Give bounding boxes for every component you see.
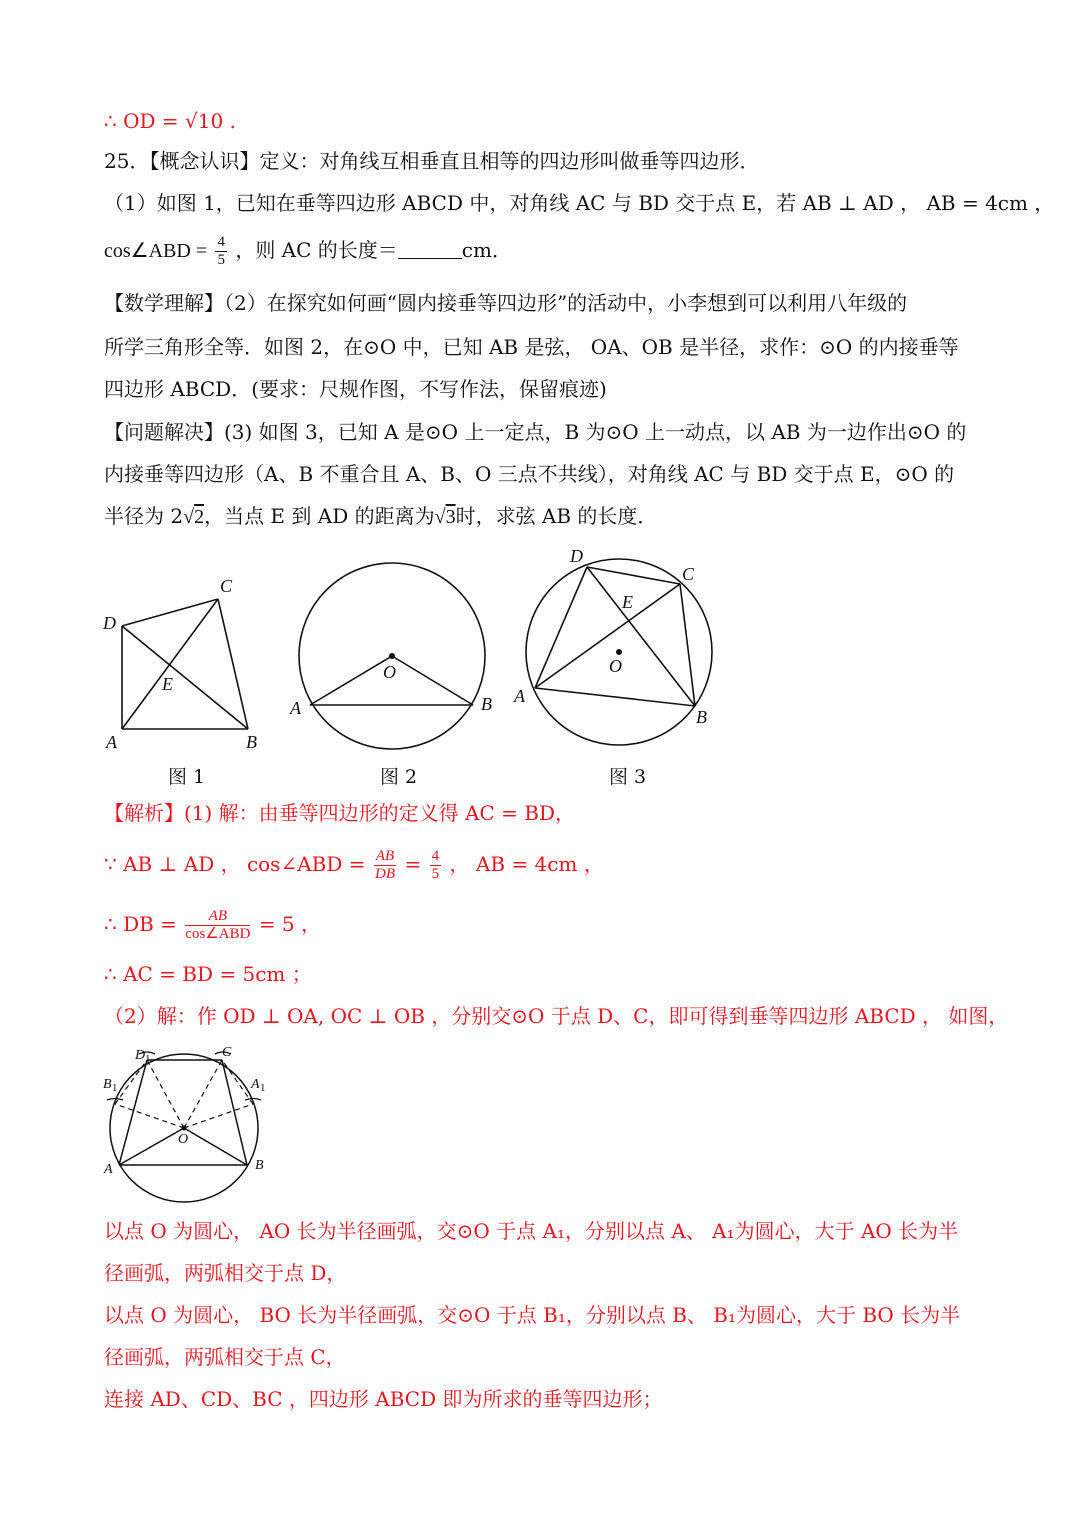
fig2-label-B: B [481,694,492,714]
question-3-cont: 内接垂等四边形（A、B 不重合且 A、B、O 三点不共线），对角线 AC 与 BD 交于点 E，⊙O 的 [104,462,955,486]
fig1-CD [122,599,218,626]
problem-definition: 25．【概念认识】定义：对角线互相垂直且相等的四边形叫做垂等四边形． [104,149,760,173]
fig4-OA [119,1128,184,1165]
fig1-label-B: B [246,732,257,752]
question-3-cont2: 半径为 2√2，当点 E 到 AD 的距离为√3时，求弦 AB 的长度． [104,504,658,528]
fig4-label-C: C [222,1045,232,1060]
fig3-label-D: D [570,546,583,566]
fraction: $\frac{4}{5}$ [431,848,440,882]
fig3-center [616,649,622,655]
fig1-label-C: C [220,576,233,596]
fig1-AC [122,599,218,729]
question-1: （1）如图 1，已知在垂等四边形 ABCD 中，对角线 AC 与 BD 交于点 E，若 AB ⊥ AD ， AB = 4cm ， [104,191,1055,215]
fig4-CB [222,1060,247,1165]
solution-9: 径画弧，两弧相交于点 C， [104,1345,346,1369]
fig3-label-A: A [514,686,525,706]
fraction: $\frac{AB}{DB}$ [375,848,396,882]
solution-4: ∴ AC = BD = 5cm ； [104,962,312,986]
figure-1 [122,599,248,729]
fig3-label-E: E [622,592,633,612]
fig4-label-B: B [255,1158,264,1173]
fig4-label-D-sub: 1 [145,1053,151,1065]
question-1-cont: cos∠ABD = $\frac{4}{5}$ ，则 AC 的长度＝ cm． [104,234,512,268]
fig4-label-A1-sub: 1 [260,1082,266,1094]
solution-3: ∴ DB = $\frac{AB}{\text{cos∠ABD}}$ = 5 ， [104,908,321,942]
fig2-OA [310,656,392,705]
fig3-BD [587,567,695,706]
solution-10: 连接 AD、CD、BC ，四边形 ABCD 即为所求的垂等四边形； [104,1387,663,1411]
prev-answer-line: ∴ OD = √10 . [104,109,236,133]
question-2: 【数学理解】（2）在探究如何画“圆内接垂等四边形”的活动中，小李想到可以利用八年级的 [104,291,908,315]
fig2-label-O: O [383,662,396,682]
fig1-label-A: A [106,732,117,752]
caption-fig1: 图 1 [168,766,206,788]
fig1-label-E: E [162,674,173,694]
fig1-BC [218,599,248,729]
fig3-label-B: B [696,707,707,727]
fig4-label-A1: A [251,1077,260,1092]
fig4-label-D: D [135,1048,146,1063]
fig2-OB [392,656,473,705]
caption-fig3: 图 3 [609,766,647,788]
question-3: 【问题解决】(3) 如图 3，已知 A 是⊙O 上一定点，B 为⊙O 上一动点，以 AB 为一边作出⊙O 的 [104,420,967,444]
answer-blank [398,240,462,259]
fig3-label-O: O [609,656,622,676]
fraction: $\frac{AB}{\text{cos∠ABD}}$ [185,908,251,942]
solution-2: ∵ AB ⊥ AD ， cos∠ABD = $\frac{AB}{DB}$ = $\frac{4}{5}$ ， AB = 4cm ， [104,848,604,882]
fig3-CD [587,567,680,584]
fig1-label-D: D [103,613,116,633]
fig4-label-B1: B [103,1077,112,1092]
fig4-OB [184,1128,247,1165]
fig4-label-O: O [178,1132,189,1147]
solution-5: （2）解：作 OD ⊥ OA, OC ⊥ OB ，分别交⊙O 于点 D、C，即可得到垂等四边形 ABCD ， 如图， [104,1004,1009,1028]
solution-8: 以点 O 为圆心， BO 长为半径画弧，交⊙O 于点 B₁，分别以点 B、 B₁为圆心，大于 BO 长为半 [104,1303,961,1327]
fig1-BD [122,626,248,729]
fig2-center [389,653,395,659]
solution-7: 径画弧，两弧相交于点 D， [104,1261,347,1285]
construction-figure [95,1040,285,1210]
question-2-cont2: 四边形 ABCD．(要求：尺规作图，不写作法，保留痕迹) [104,377,607,401]
fig4-label-B1-sub: 1 [112,1082,118,1094]
caption-fig2: 图 2 [380,766,418,788]
question-2-cont: 所学三角形全等．如图 2，在⊙O 中，已知 AB 是弦， OA、OB 是半径，求作：⊙O 的内接垂等 [104,335,959,359]
figures-row [0,540,1080,790]
fig4-label-A: A [104,1162,113,1177]
fig4-AD [119,1060,147,1165]
fig3-label-C: C [682,564,695,584]
solution-1: 【解析】(1) 解：由垂等四边形的定义得 AC = BD， [104,801,575,825]
solution-6: 以点 O 为圆心， AO 长为半径画弧，交⊙O 于点 A₁，分别以点 A、 A₁为圆心，大于 AO 长为半 [104,1219,959,1243]
fraction: $\frac{4}{5}$ [217,234,225,268]
fig3-AB [535,688,695,706]
fig3-BC [680,584,695,706]
fig2-label-A: A [290,698,301,718]
